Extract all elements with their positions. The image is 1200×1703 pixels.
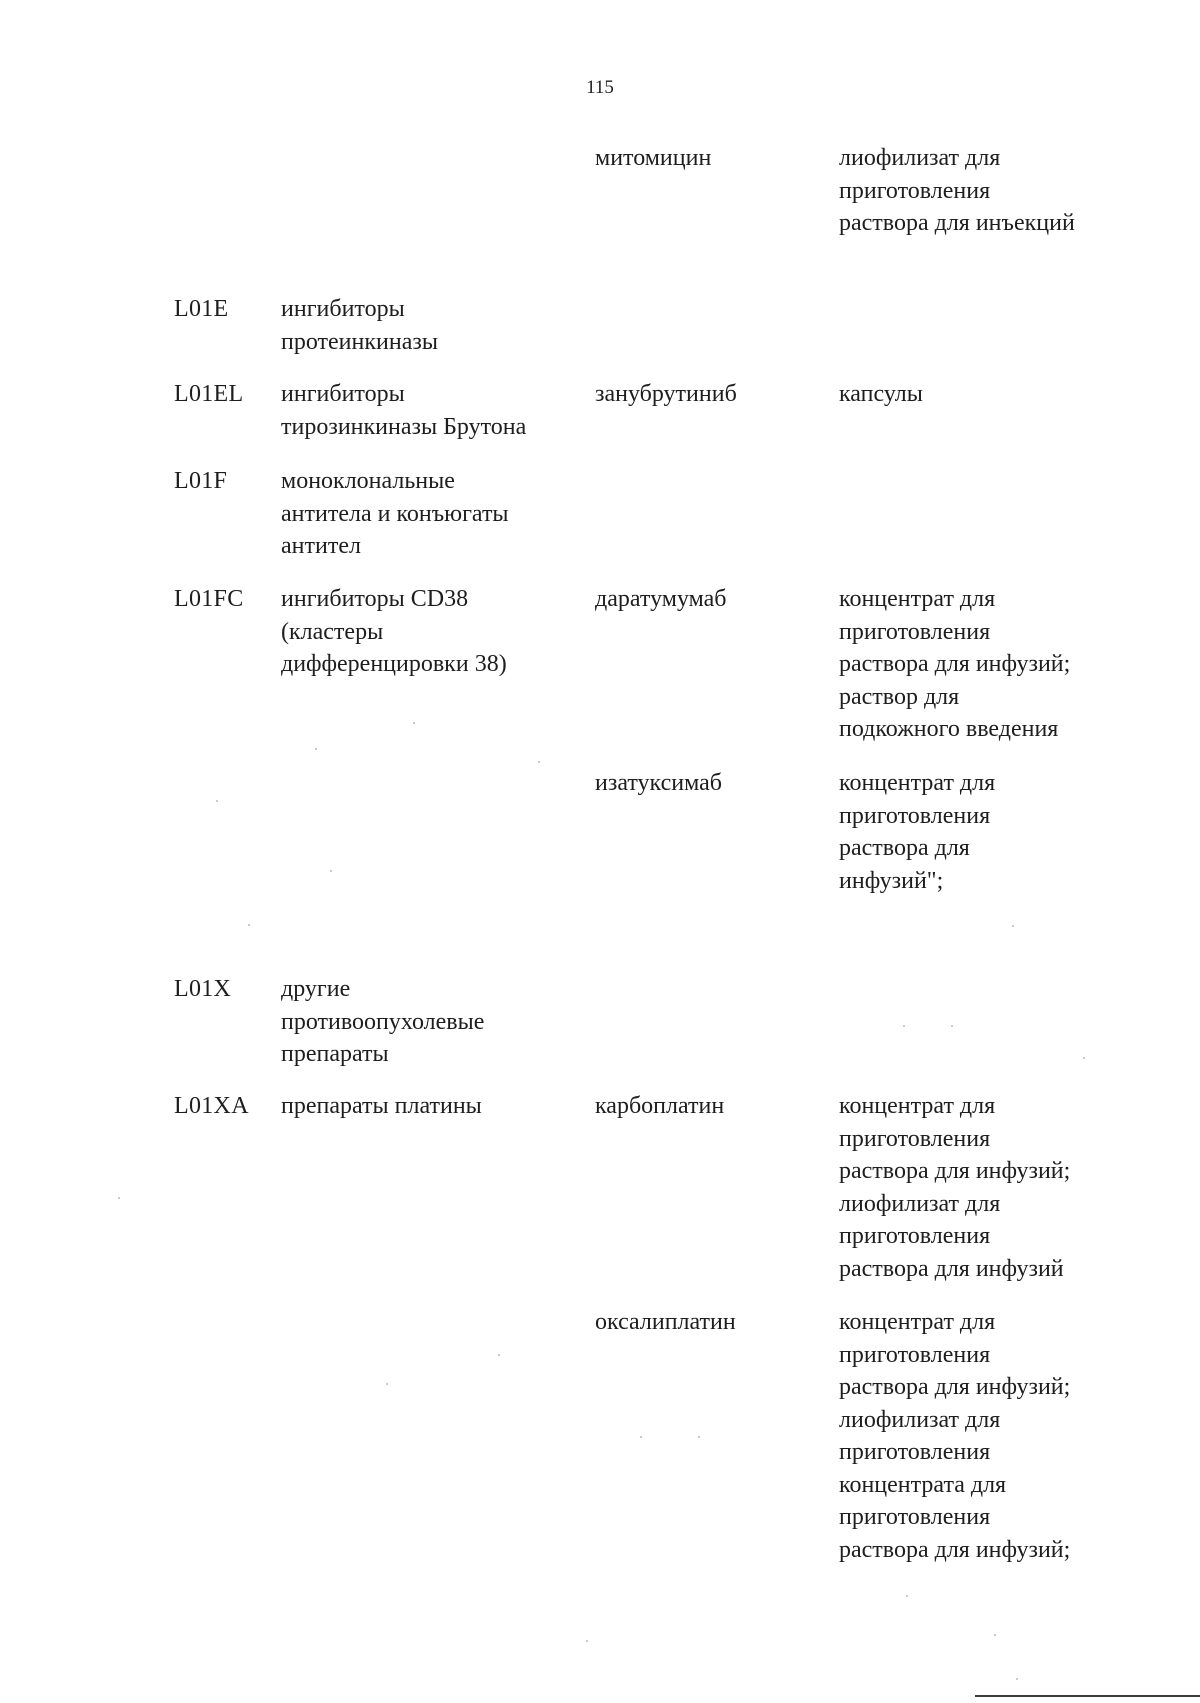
- drug-name: изатуксимаб: [595, 770, 722, 796]
- scan-edge-line: [975, 1695, 1200, 1697]
- group-name: препараты платины: [281, 1093, 482, 1119]
- atc-code: L01FC: [174, 586, 244, 612]
- dosage-form: концентрат для приготовления раствора для инфузий";: [839, 770, 996, 894]
- scan-speck: [1083, 1057, 1085, 1059]
- scan-speck: [951, 1025, 953, 1027]
- scan-speck: [906, 1595, 908, 1597]
- scan-speck: [315, 748, 317, 750]
- atc-code: L01XA: [174, 1093, 249, 1119]
- drug-name: митомицин: [595, 145, 712, 171]
- group-name: моноклональные антитела и конъюгаты антител: [281, 468, 509, 559]
- scan-speck: [538, 761, 540, 763]
- dosage-form: капсулы: [839, 381, 923, 407]
- drug-name: занубрутиниб: [595, 381, 737, 407]
- atc-code: L01F: [174, 468, 228, 494]
- scan-speck: [586, 1640, 588, 1642]
- scan-speck: [903, 1025, 905, 1027]
- group-name: ингибиторы CD38 (кластеры дифференцировки 38): [281, 586, 507, 677]
- scan-speck: [413, 722, 415, 724]
- atc-code: L01EL: [174, 381, 244, 407]
- dosage-form: лиофилизат для приготовления раствора для инъекций: [839, 145, 1075, 236]
- drug-name: оксалиплатин: [595, 1309, 736, 1335]
- scan-speck: [248, 924, 250, 926]
- scan-speck: [216, 800, 218, 802]
- dosage-form: концентрат для приготовления раствора для инфузий; лиофилизат для приготовления раствора для инфузий: [839, 1093, 1071, 1282]
- scan-speck: [1012, 925, 1014, 927]
- scan-speck: [698, 1436, 700, 1438]
- drug-name: даратумумаб: [595, 586, 727, 612]
- atc-code: L01E: [174, 296, 229, 322]
- scan-speck: [330, 870, 332, 872]
- atc-code: L01X: [174, 976, 232, 1002]
- scan-speck: [1016, 1678, 1018, 1680]
- group-name: ингибиторы тирозинкиназы Брутона: [281, 381, 527, 440]
- scan-speck: [498, 1354, 500, 1356]
- page-number: 115: [586, 77, 614, 98]
- dosage-form: концентрат для приготовления раствора для инфузий; раствор для подкожного введения: [839, 586, 1071, 742]
- scan-speck: [994, 1634, 996, 1636]
- dosage-form: концентрат для приготовления раствора для инфузий; лиофилизат для приготовления концентрата для приготовления раствора для инфузий;: [839, 1309, 1071, 1563]
- scan-speck: [386, 1383, 388, 1385]
- group-name: другие противоопухолевые препараты: [281, 976, 485, 1067]
- group-name: ингибиторы протеинкиназы: [281, 296, 438, 355]
- scan-speck: [118, 1197, 120, 1199]
- drug-name: карбоплатин: [595, 1093, 725, 1119]
- scan-speck: [640, 1436, 642, 1438]
